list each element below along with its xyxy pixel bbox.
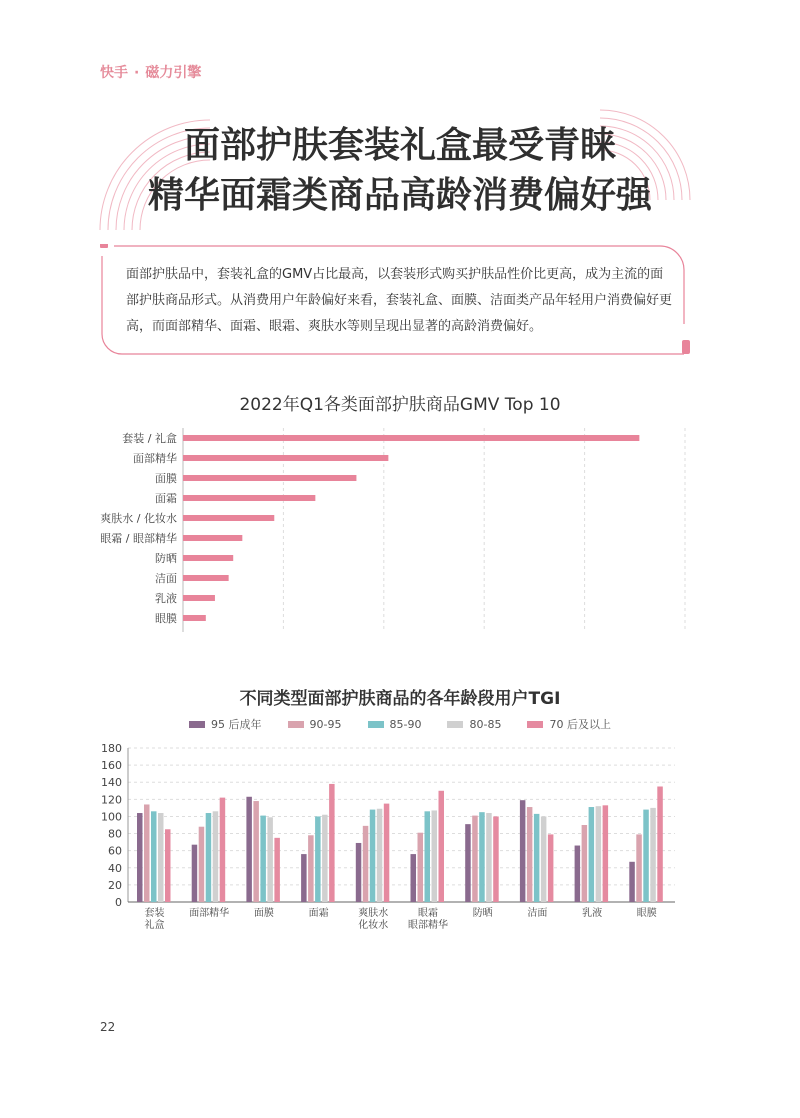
- bar: [629, 862, 635, 902]
- bar: [356, 843, 362, 902]
- bar: [479, 812, 485, 902]
- gmv-bar-chart: [0, 420, 800, 650]
- y-tick-label: 40: [108, 861, 122, 875]
- bar: [144, 804, 150, 902]
- legend-label: 80-85: [469, 717, 502, 731]
- legend-label: 95 后成年: [211, 718, 262, 731]
- bar: [425, 811, 431, 902]
- x-tick-label: 面部精华: [189, 908, 230, 919]
- y-tick-label: 180: [101, 742, 122, 755]
- x-tick-label: 眼霜: [418, 908, 438, 919]
- legend-item: [368, 716, 422, 732]
- category-label: 面霜: [155, 492, 177, 505]
- bar: [183, 515, 274, 521]
- legend-label: 85-90: [389, 717, 422, 731]
- bar: [329, 784, 335, 902]
- summary-text: 面部护肤品中，套装礼盒的GMV占比最高，以套装形式购买护肤品性价比更高，成为主流的面部护肤商品形式。从消费用户年龄偏好来看，套装礼盒、面膜、洁面类产品年轻用户消费偏好更高，而面部精华、面霜、眼霜、爽肤水等则呈现出显著的高龄消费偏好。: [126, 267, 673, 334]
- chart1-title: 2022年Q1各类面部护肤商品GMV Top 10: [239, 395, 561, 415]
- bar: [267, 817, 273, 902]
- bar: [643, 810, 649, 902]
- bar: [246, 797, 252, 902]
- category-label: 防晒: [155, 552, 177, 565]
- bar: [596, 806, 602, 902]
- page-title-line1: 面部护肤套装礼盒最受青睐: [183, 125, 616, 166]
- legend-swatch: [527, 721, 543, 728]
- bar: [183, 575, 229, 581]
- logo-separator: ·: [134, 65, 140, 81]
- bar: [183, 615, 206, 621]
- x-tick-label: 套装: [144, 908, 165, 919]
- category-label: 乳液: [155, 592, 177, 605]
- x-tick-label: 面膜: [253, 908, 274, 919]
- bar: [183, 475, 356, 481]
- bar: [534, 814, 540, 902]
- x-tick-label: 洁面: [527, 908, 548, 919]
- legend-label: 70 后及以上: [549, 718, 611, 731]
- legend-swatch: [189, 721, 205, 728]
- legend-swatch: [368, 721, 384, 728]
- category-label: 面膜: [155, 472, 177, 485]
- y-tick-label: 120: [101, 793, 122, 807]
- bar: [465, 824, 471, 902]
- bar: [582, 825, 588, 902]
- bar: [657, 787, 663, 903]
- legend-item: [527, 716, 611, 732]
- bar: [411, 854, 417, 902]
- bottle-icon: [682, 340, 690, 354]
- y-tick-label: 160: [101, 759, 122, 773]
- bar: [165, 829, 171, 902]
- x-tick-label: 爽肤水: [358, 908, 389, 919]
- bar: [520, 800, 526, 902]
- bag-icon: [100, 244, 108, 248]
- bar: [308, 835, 314, 902]
- bar: [151, 811, 157, 902]
- legend-label: 90-95: [309, 717, 342, 731]
- x-tick-label: 面霜: [308, 908, 329, 919]
- bar: [650, 808, 656, 902]
- bar: [220, 798, 226, 902]
- y-tick-label: 0: [115, 896, 122, 909]
- bar: [137, 813, 143, 902]
- bar: [486, 813, 492, 902]
- y-tick-label: 100: [101, 810, 122, 824]
- x-tick-label: 防晒: [472, 908, 493, 919]
- bar: [253, 801, 259, 902]
- bar: [183, 595, 215, 601]
- bar: [548, 834, 554, 902]
- legend-swatch: [447, 721, 463, 728]
- page-title-line2: 精华面霜类商品高龄消费偏好强: [147, 175, 652, 216]
- y-tick-label: 60: [108, 844, 122, 858]
- bar: [527, 807, 533, 902]
- bar: [363, 826, 369, 902]
- logo-kuaishou: 快手: [100, 65, 128, 81]
- bar: [213, 811, 219, 902]
- bar: [192, 845, 198, 902]
- bar: [183, 535, 242, 541]
- bar: [384, 804, 390, 902]
- x-tick-label: 化妆水: [358, 920, 389, 931]
- x-tick-label: 礼盒: [144, 920, 165, 931]
- bar: [183, 435, 639, 441]
- bar: [370, 810, 376, 902]
- bar: [472, 816, 478, 902]
- bar: [183, 455, 388, 461]
- bar: [301, 854, 307, 902]
- bar: [315, 816, 321, 902]
- chart2-title: 不同类型面部护肤商品的各年龄段用户TGI: [239, 689, 561, 709]
- brand-logo: [100, 62, 201, 82]
- x-tick-label: 眼部精华: [408, 920, 448, 931]
- bar: [260, 816, 266, 902]
- bar: [541, 816, 547, 902]
- category-label: 面部精华: [133, 452, 177, 465]
- category-label: 眼霜 / 眼部精华: [100, 532, 177, 545]
- tgi-bar-chart: [0, 738, 800, 938]
- y-tick-label: 20: [108, 878, 122, 892]
- y-tick-label: 80: [108, 827, 122, 841]
- category-label: 爽肤水 / 化妆水: [100, 512, 177, 525]
- legend-item: [288, 716, 342, 732]
- bar: [183, 555, 233, 561]
- bar: [377, 809, 383, 902]
- legend-swatch: [288, 721, 304, 728]
- bar: [322, 815, 328, 902]
- bar: [439, 791, 445, 902]
- x-tick-label: 眼膜: [636, 908, 657, 919]
- y-tick-label: 140: [101, 776, 122, 790]
- logo-cili: 磁力引擎: [145, 65, 202, 81]
- bar: [183, 495, 315, 501]
- category-label: 眼膜: [155, 612, 177, 625]
- bar: [418, 833, 424, 902]
- bar: [603, 805, 609, 902]
- bar: [199, 827, 205, 902]
- chart2-legend: [0, 716, 800, 732]
- bar: [206, 813, 212, 902]
- bar: [575, 846, 581, 902]
- bar: [636, 834, 642, 902]
- bar: [589, 807, 595, 902]
- legend-item: [189, 716, 262, 732]
- bar: [274, 838, 280, 902]
- bar: [493, 816, 499, 902]
- category-label: 洁面: [155, 572, 177, 585]
- bar: [158, 813, 164, 902]
- page-number: 22: [100, 1020, 116, 1034]
- bar: [432, 810, 438, 902]
- x-tick-label: 乳液: [582, 908, 603, 919]
- legend-item: [447, 716, 501, 732]
- category-label: 套装 / 礼盒: [122, 432, 177, 445]
